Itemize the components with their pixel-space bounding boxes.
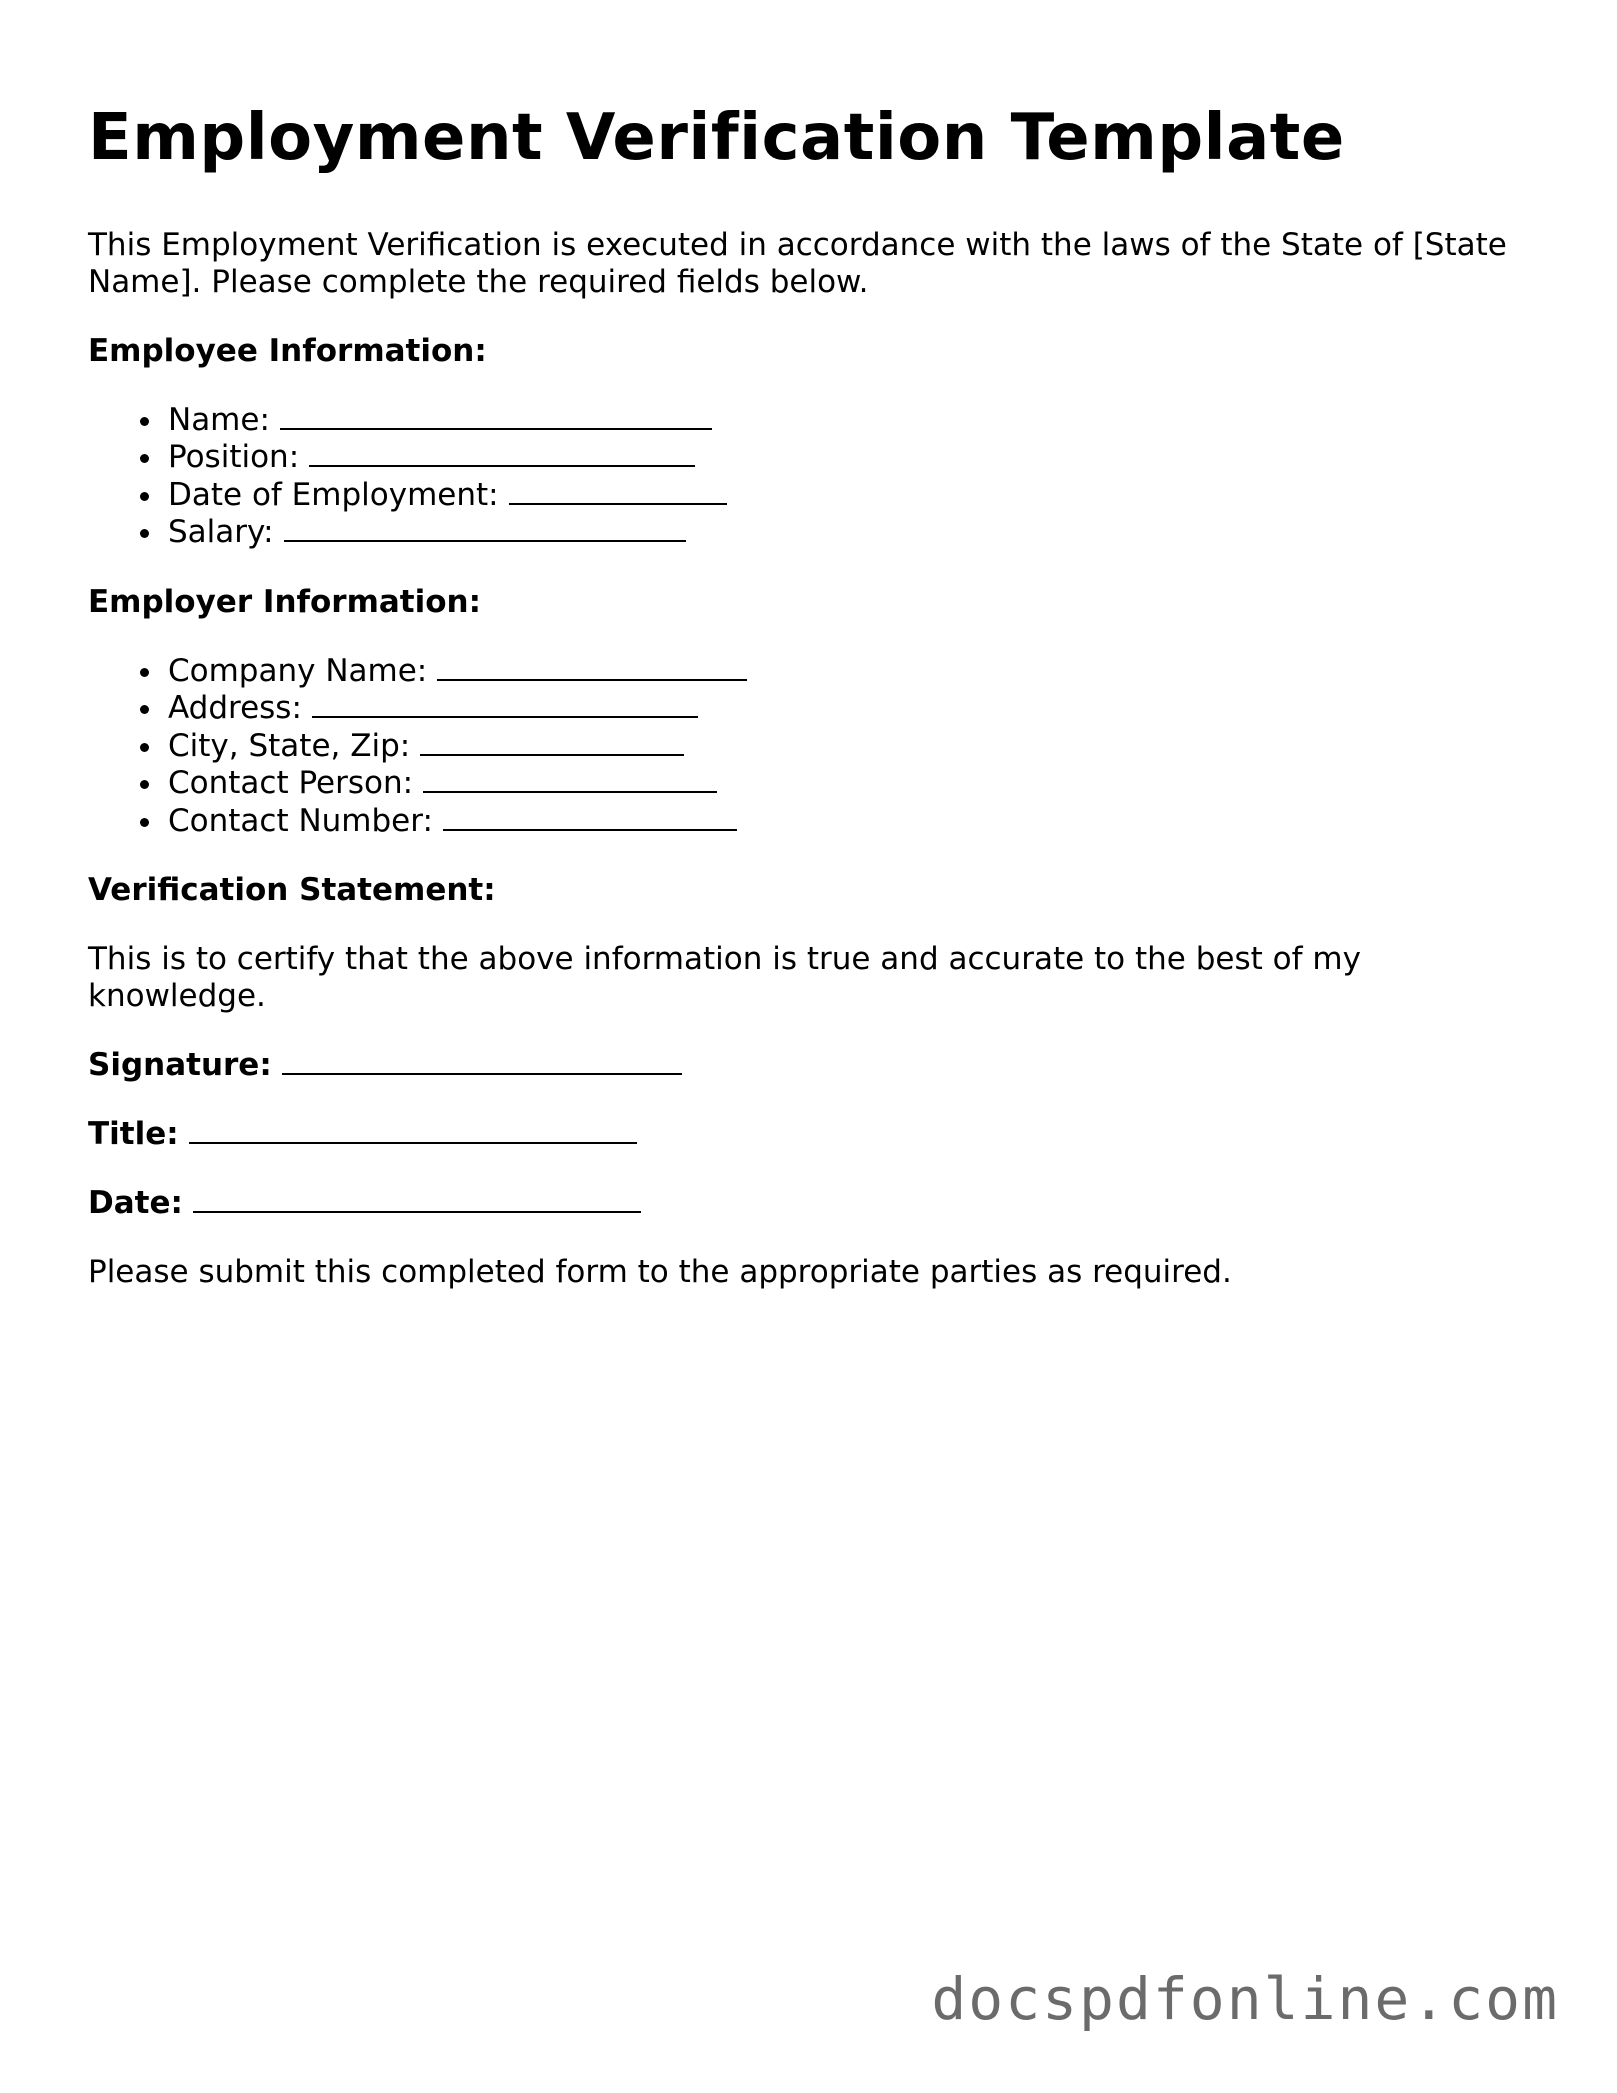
employee-information-list	[88, 402, 1508, 552]
signature-blank-line[interactable]	[282, 1047, 682, 1075]
list-item	[168, 765, 1508, 803]
field-label-address: Address:	[168, 690, 302, 727]
date-of-employment-blank-line[interactable]	[509, 477, 727, 505]
address-blank-line[interactable]	[312, 690, 698, 718]
intro-paragraph: This Employment Verification is executed in accordance with the laws of the State of [State Name]. Please complete the required fields below.	[88, 226, 1507, 300]
field-label-date-of-employment: Date of Employment:	[168, 476, 499, 513]
title-label: Title:	[88, 1116, 179, 1153]
employer-information-list	[88, 653, 1508, 841]
signature-row	[88, 1047, 1508, 1084]
name-blank-line[interactable]	[280, 402, 712, 430]
field-label-name: Name:	[168, 401, 270, 438]
title-blank-line[interactable]	[189, 1116, 637, 1144]
document-title: Employment Verification Template	[88, 101, 1345, 175]
list-item	[168, 728, 1508, 766]
field-label-salary: Salary:	[168, 514, 274, 551]
date-blank-line[interactable]	[193, 1185, 641, 1213]
city-state-zip-blank-line[interactable]	[420, 728, 684, 756]
watermark-text: docspdfonline.com	[931, 1965, 1559, 2033]
date-row	[88, 1185, 1508, 1222]
date-label: Date:	[88, 1185, 183, 1222]
verification-statement-heading: Verification Statement:	[88, 872, 496, 909]
field-label-contact-person: Contact Person:	[168, 765, 414, 802]
list-item	[168, 653, 1508, 691]
verification-statement-text: This is to certify that the above information is true and accurate to the best of my knowledge.	[88, 941, 1361, 1015]
field-label-city-state-zip: City, State, Zip:	[168, 727, 411, 764]
employer-information-heading: Employer Information:	[88, 583, 482, 620]
list-item	[168, 690, 1508, 728]
list-item	[168, 402, 1508, 440]
field-label-company-name: Company Name:	[168, 652, 428, 689]
closing-paragraph: Please submit this completed form to the appropriate parties as required.	[88, 1254, 1232, 1291]
salary-blank-line[interactable]	[284, 514, 686, 542]
signature-label: Signature:	[88, 1047, 272, 1084]
field-label-position: Position:	[168, 439, 300, 476]
contact-number-blank-line[interactable]	[443, 803, 737, 831]
document-page	[88, 100, 1508, 1291]
list-item	[168, 803, 1508, 841]
contact-person-blank-line[interactable]	[423, 765, 717, 793]
list-item	[168, 477, 1508, 515]
title-row	[88, 1116, 1508, 1153]
list-item	[168, 439, 1508, 477]
field-label-contact-number: Contact Number:	[168, 802, 433, 839]
position-blank-line[interactable]	[309, 439, 695, 467]
list-item	[168, 514, 1508, 552]
company-name-blank-line[interactable]	[437, 653, 747, 681]
employee-information-heading: Employee Information:	[88, 332, 487, 369]
